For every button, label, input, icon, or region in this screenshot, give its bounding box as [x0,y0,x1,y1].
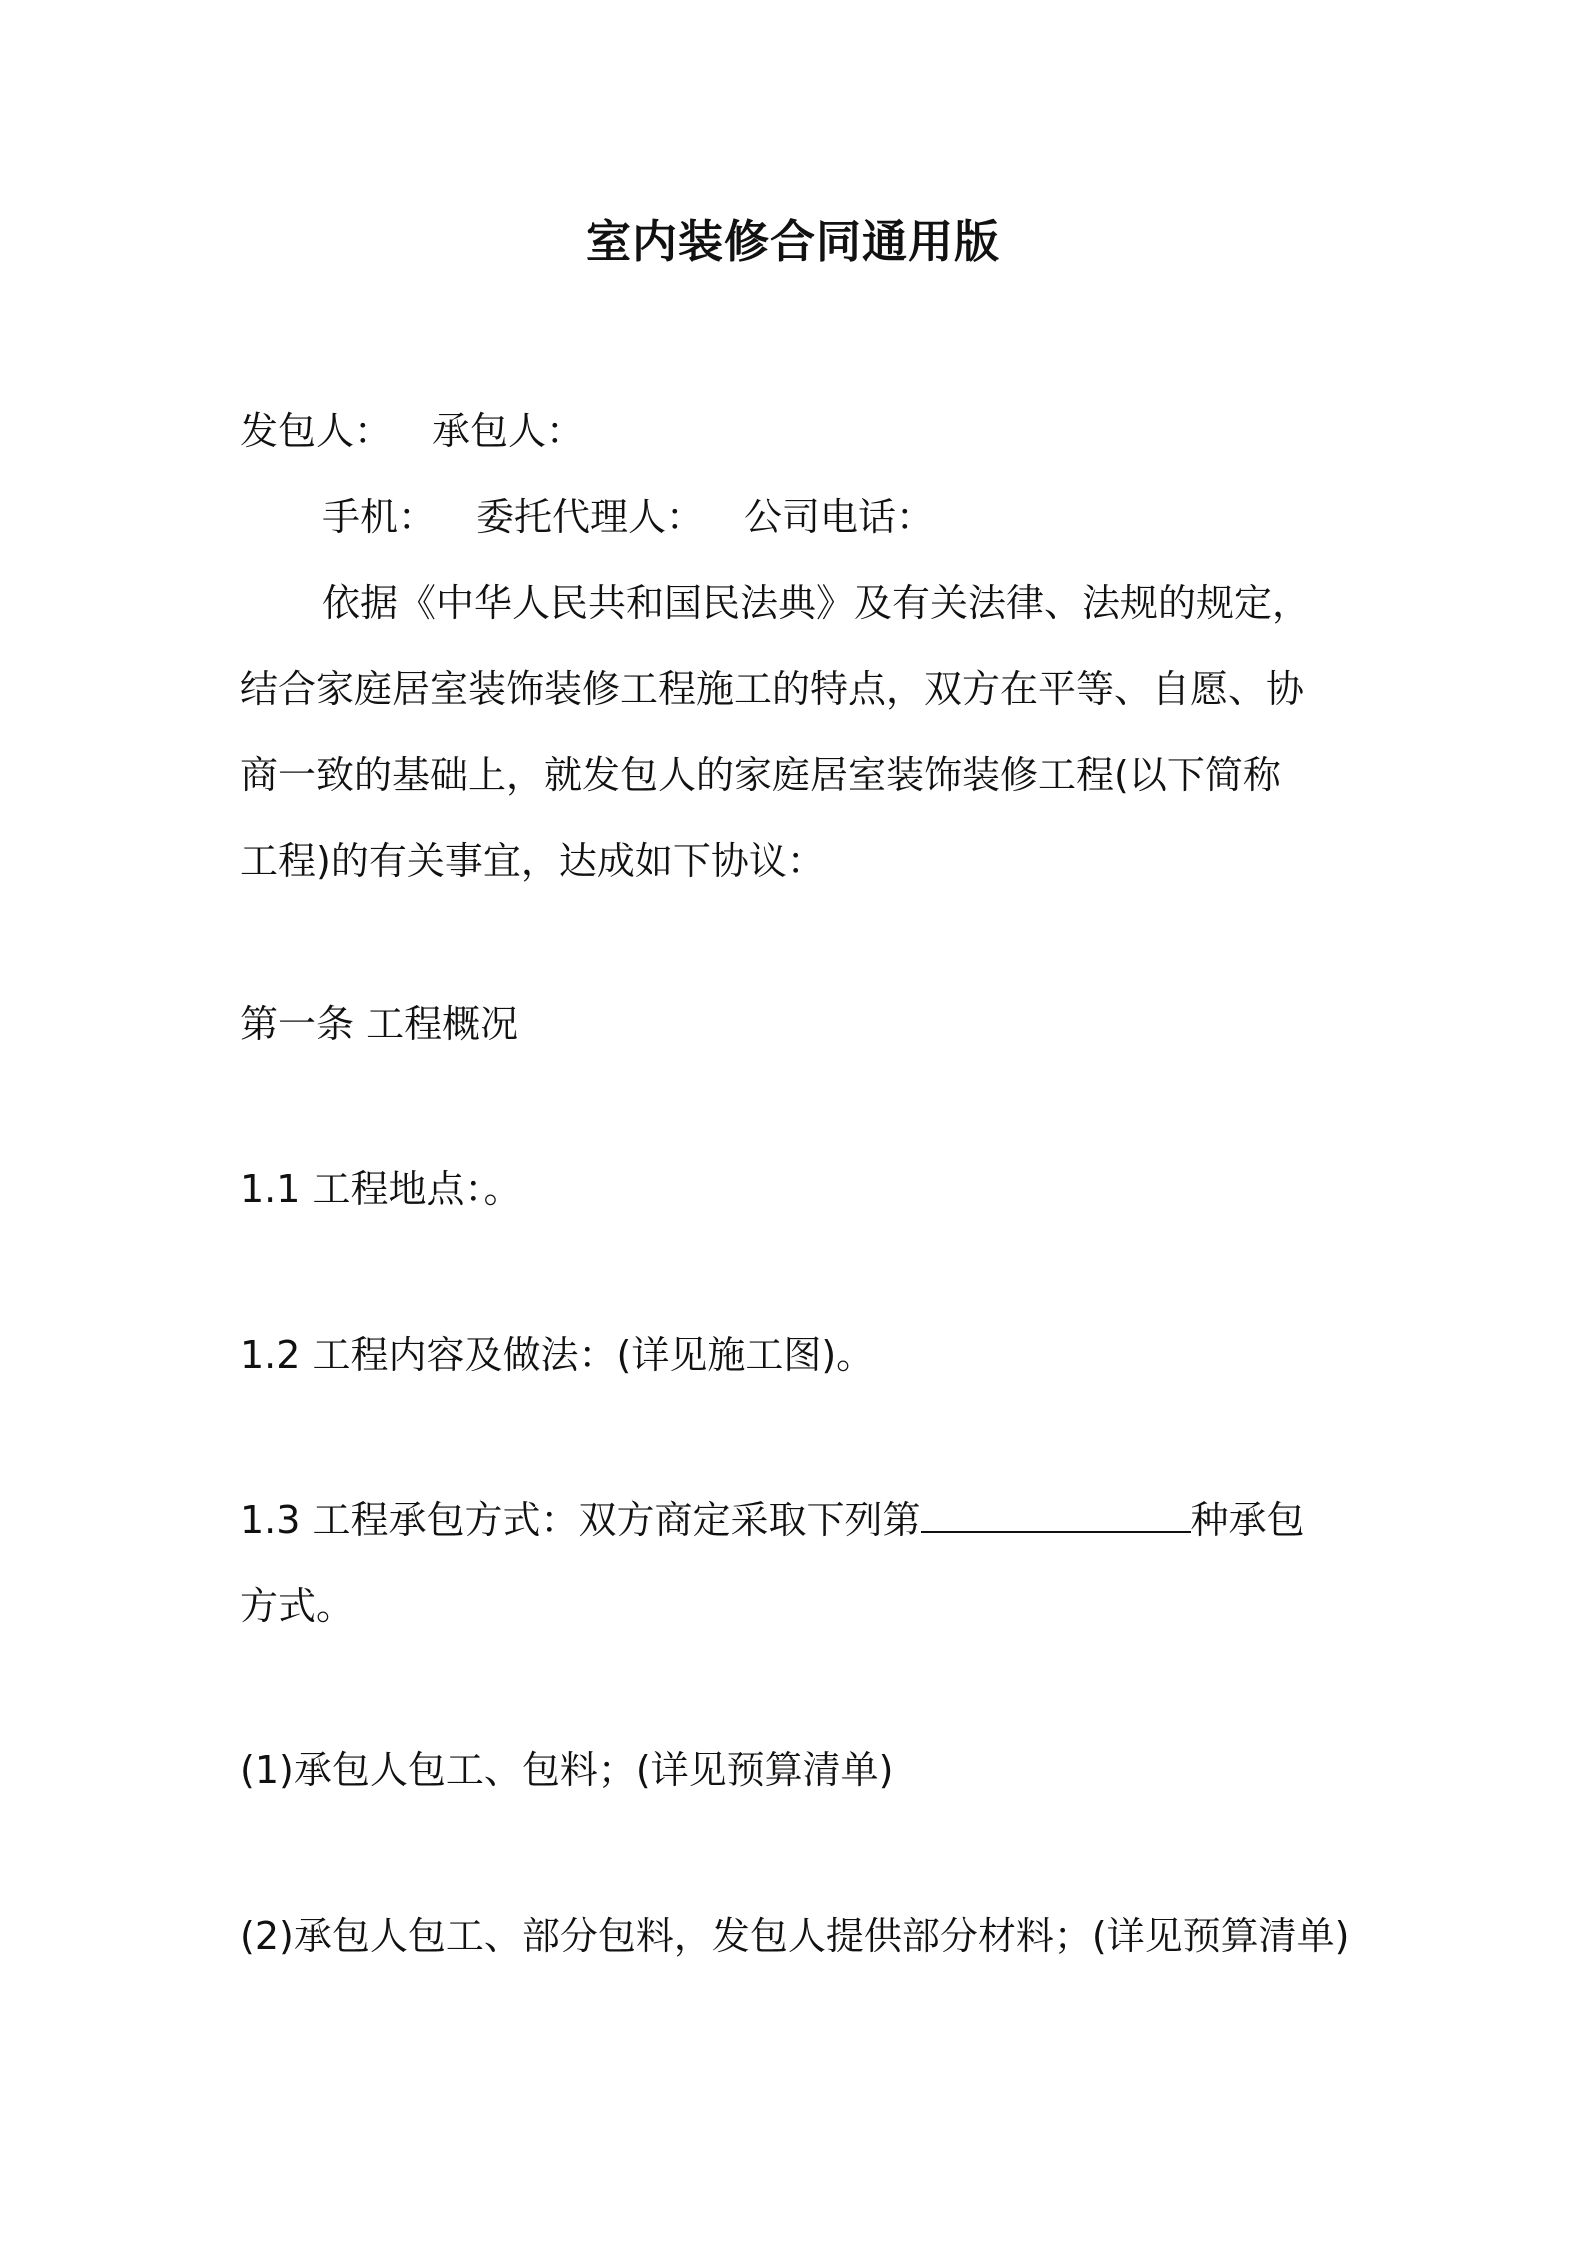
parties-line [240,405,1360,457]
preamble-line-2: 结合家庭居室装饰装修工程施工的特点，双方在平等、自愿、协 [240,667,1305,711]
preamble-line-1: 依据《中华人民共和国民法典》及有关法律、法规的规定， [322,581,1311,625]
option-1: (1)承包人包工、包料；(详见预算清单) [240,1748,894,1792]
agent-label: 委托代理人： [476,495,705,539]
document-title: 室内装修合同通用版 [585,215,1000,268]
item-1-2: 1.2 工程内容及做法：(详见施工图)。 [240,1333,875,1377]
fill-in-blank[interactable] [921,1497,1191,1533]
item-1-3-prefix: 1.3 工程承包方式：双方商定采取下列第 [240,1498,921,1542]
preamble-line-3: 商一致的基础上，就发包人的家庭居室装饰装修工程(以下简称 [240,753,1281,797]
mobile-label: 手机： [322,495,437,539]
contact-line [322,491,1442,543]
item-1-1: 1.1 工程地点：。 [240,1167,522,1211]
item-1-3-continuation: 方式。 [240,1584,355,1628]
item-1-3 [240,1494,1360,1546]
option-2: (2)承包人包工、部分包料，发包人提供部分材料；(详见预算清单) [240,1914,1350,1958]
article-1-heading: 第一条 工程概况 [240,1002,519,1046]
item-1-3-suffix: 种承包 [1190,1498,1305,1542]
employer-label: 发包人： [240,409,393,453]
preamble-line-4: 工程)的有关事宜，达成如下协议： [240,839,825,883]
contractor-label: 承包人： [432,409,585,453]
company-phone-label: 公司电话： [744,495,935,539]
